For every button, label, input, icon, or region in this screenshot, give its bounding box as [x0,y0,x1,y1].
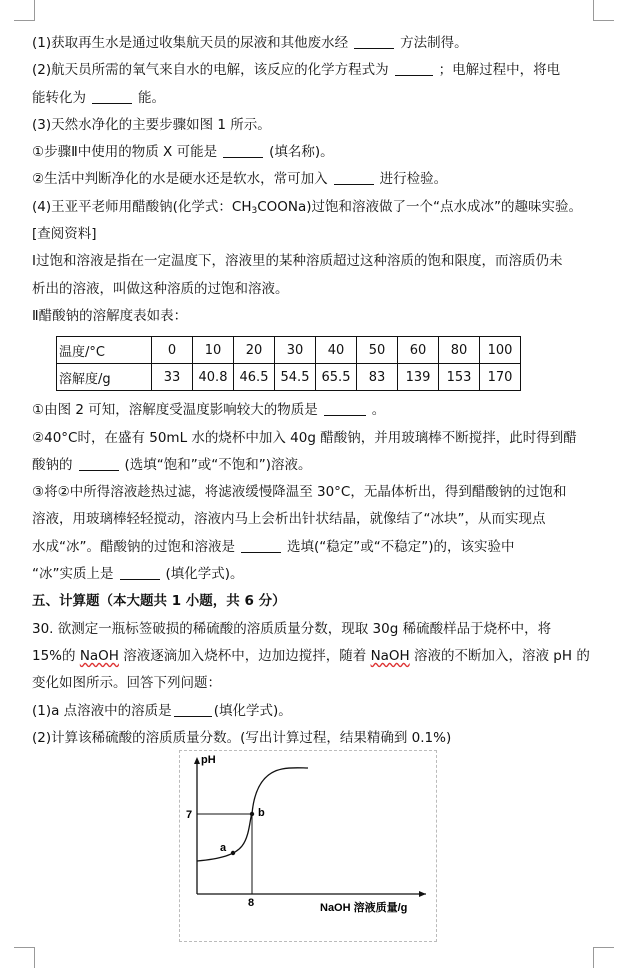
x-tick-label: 8 [248,897,255,909]
answer-blank[interactable] [241,538,281,553]
y-axis-label: pH [201,754,216,766]
reference-title: [查阅资料] [32,226,97,243]
q3-2-line: ②生活中判断净化的水是硬水还是软水，常可加入 进行检验。 [32,171,448,188]
point-b-label: b [258,807,265,819]
answer-blank[interactable] [334,170,374,185]
section-title: 五、计算题（本大题共 1 小题，共 6 分） [32,593,286,610]
answer-blank[interactable] [324,401,366,416]
solubility-table [56,336,521,391]
answer-blank[interactable] [79,456,119,471]
reference-item-1: Ⅰ过饱和溶液是指在一定温度下，溶液里的某种溶质超过这种溶质的饱和限度，而溶质仍未 [32,253,563,270]
answer-blank[interactable] [223,143,263,158]
s3-line-2: 溶液，用玻璃棒轻轻搅动，溶液内马上会析出针状结晶，就像结了“冰块”，从而实现点 [32,511,546,528]
ph-chart-svg [180,751,436,941]
question-content [32,30,607,752]
point-a-label: a [220,842,227,854]
answer-blank[interactable] [395,61,433,76]
answer-blank[interactable] [354,34,394,49]
answer-blank[interactable] [92,89,132,104]
point-a [231,851,235,855]
q30-part-1: (1)a 点溶液中的溶质是 (填化学式)。 [32,702,292,719]
q3-1-line: ①步骤Ⅱ中使用的物质 X 可能是 (填名称)。 [32,144,334,161]
table-row: 溶解度/g 33 40.8 46.5 54.5 65.5 83 139 153 170 [57,364,521,391]
s3-line: ③将②中所得溶液趁热过滤，将滤液缓慢降温至 30°C，无晶体析出，得到醋酸钠的过饱和 [32,484,567,501]
s1-line: ①由图 2 可知，溶解度受温度影响较大的物质是 。 [32,402,386,419]
q4-line: (4)王亚平老师用醋酸钠(化学式：$CH_3COONa$)过饱和溶液做了一个“点水成冰”的趣味实验。 [32,198,583,216]
s2-line: ②40°C时，在盛有 50mL 水的烧杯中加入 40g 醋酸钠，并用玻璃棒不断搅拌，此时得到醋 [32,429,577,446]
x-axis-arrow [419,891,426,897]
answer-blank[interactable] [120,565,160,580]
reference-item-1-cont: 析出的溶液，叫做这种溶质的过饱和溶液。 [32,280,289,297]
q30-line: 30. 欲测定一瓶标签破损的稀硫酸的溶质质量分数，现取 30g 稀硫酸样品于烧杯中，将 [32,620,552,637]
s3-line-3: 水成“冰”。醋酸钠的过饱和溶液是 选填(“稳定”或“不稳定”)的，该实验中 [32,538,515,555]
y-tick-label: 7 [186,809,193,821]
q30-line-3: 变化如图所示。回答下列问题： [32,675,221,692]
answer-blank[interactable] [174,702,212,717]
x-axis-label: NaOH 溶液质量/g [320,902,408,914]
reference-item-2: Ⅱ醋酸钠的溶解度表如表： [32,307,188,324]
ph-chart [179,750,437,942]
q2-line-cont: 能转化为 能。 [32,89,165,106]
q2-line: (2)航天员所需的氧气来自水的电解，该反应的化学方程式为 ；电解过程中，将电 [32,62,561,79]
q3-line: (3)天然水净化的主要步骤如图 1 所示。 [32,116,271,133]
s2-line-cont: 酸钠的 (选填“饱和”或“不饱和”)溶液。 [32,456,312,473]
q1-line: (1)获取再生水是通过收集航天员的尿液和其他废水经 方法制得。 [32,35,468,51]
s3-line-4: “冰”实质上是 (填化学式)。 [32,566,244,583]
q30-part-2: (2)计算该稀硫酸的溶质质量分数。(写出计算过程，结果精确到 0.1%) [32,729,452,746]
table-row: 温度/°C 0 10 20 30 40 50 60 80 100 [57,337,521,364]
q30-line-2: 15%的 NaOH 溶液逐滴加入烧杯中，边加边搅拌，随着 NaOH 溶液的不断加入，溶液 pH 的 [32,647,590,664]
point-b [250,812,254,816]
y-axis-arrow [194,757,200,764]
